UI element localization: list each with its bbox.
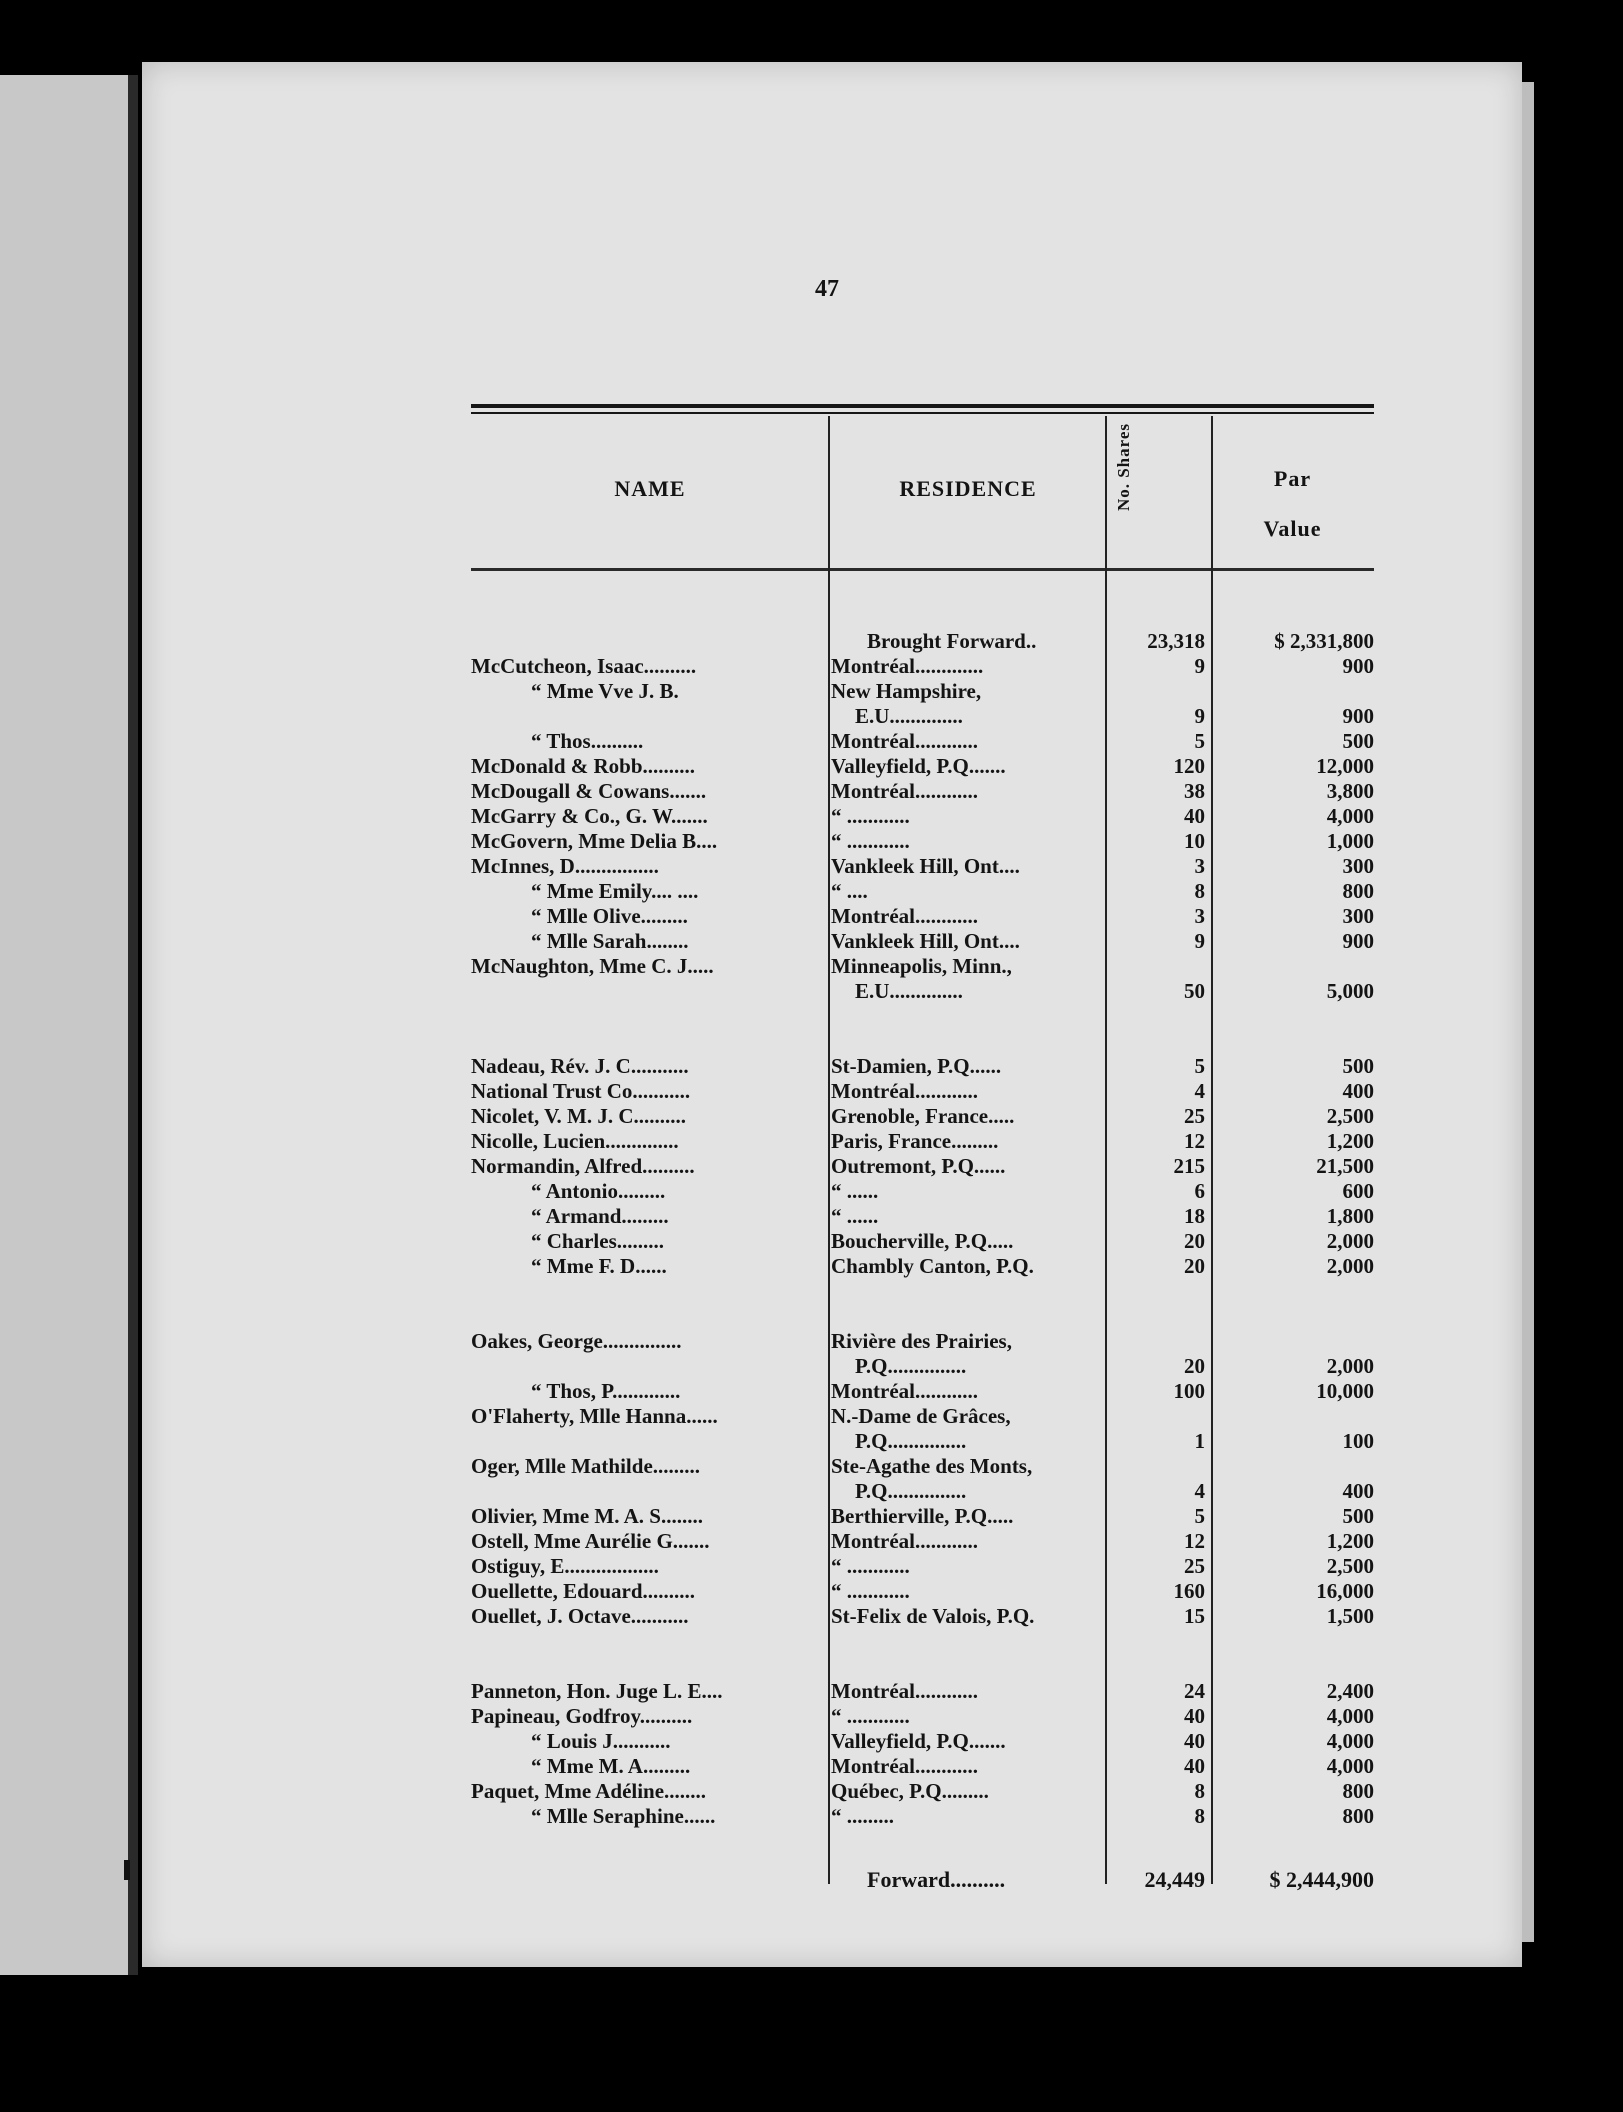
row-shares: 40 [1184, 1754, 1205, 1778]
row-residence: Outremont, P.Q...... [831, 1154, 1006, 1178]
row-name: “ Antonio......... [531, 1179, 666, 1203]
row-name: McCutcheon, Isaac.......... [471, 654, 697, 678]
row-par-value: 2,500 [1326, 1554, 1374, 1578]
table-row [471, 729, 1374, 754]
row-par-value: 3,800 [1326, 779, 1374, 803]
row-shares: 12 [1184, 1529, 1205, 1553]
row-shares: 3 [1194, 904, 1205, 928]
row-residence: Vankleek Hill, Ont.... [831, 929, 1020, 953]
row-residence: Berthierville, P.Q..... [831, 1504, 1014, 1528]
row-residence: N.-Dame de Grâces, [831, 1404, 1011, 1428]
table-row [471, 1229, 1374, 1254]
row-par-value: 1,500 [1326, 1604, 1374, 1628]
row-shares: 4 [1194, 1079, 1205, 1103]
book-fold [128, 75, 138, 1975]
row-name: “ Louis J........... [531, 1729, 671, 1753]
row-shares: 5 [1194, 1054, 1205, 1078]
header-par-value [1211, 454, 1374, 554]
row-name: Ostell, Mme Aurélie G....... [471, 1529, 710, 1553]
row-shares: 3 [1194, 854, 1205, 878]
table-body [471, 629, 1374, 1829]
row-residence: “ ............ [831, 1554, 910, 1578]
row-par-value: 1,200 [1326, 1129, 1374, 1153]
row-shares: 25 [1184, 1554, 1205, 1578]
row-shares: 9 [1194, 929, 1205, 953]
row-residence: Montréal............ [831, 1679, 978, 1703]
row-shares: 10 [1184, 829, 1205, 853]
row-name: Papineau, Godfroy.......... [471, 1704, 693, 1728]
row-residence: “ ...... [831, 1179, 879, 1203]
row-name: Nicolet, V. M. J. C.......... [471, 1104, 687, 1128]
row-residence: Rivière des Prairies, [831, 1329, 1012, 1353]
table-row [471, 854, 1374, 879]
row-residence: E.U.............. [855, 704, 963, 728]
table-row [471, 929, 1374, 954]
row-residence: Vankleek Hill, Ont.... [831, 854, 1020, 878]
row-par-value: 4,000 [1326, 804, 1374, 828]
ledger-page [142, 62, 1522, 1967]
row-par-value: 300 [1342, 904, 1374, 928]
total-row [471, 1866, 1374, 1894]
row-par-value: 4,000 [1326, 1704, 1374, 1728]
row-shares: 5 [1194, 1504, 1205, 1528]
row-residence: New Hampshire, [831, 679, 982, 703]
table-row [471, 1404, 1374, 1429]
table-row [471, 1154, 1374, 1179]
table-row [471, 1804, 1374, 1829]
top-rule-thin [471, 412, 1374, 414]
row-name: Nadeau, Rév. J. C........... [471, 1054, 689, 1078]
row-shares: 100 [1173, 1379, 1205, 1403]
top-rule [471, 404, 1374, 408]
row-shares: 20 [1184, 1254, 1205, 1278]
row-residence: Brought Forward.. [867, 629, 1037, 653]
table-row [471, 704, 1374, 729]
row-shares: 8 [1194, 879, 1205, 903]
row-residence: Montréal............ [831, 1754, 978, 1778]
row-residence: “ ............ [831, 1704, 910, 1728]
row-residence: Chambly Canton, P.Q. [831, 1254, 1034, 1278]
table-row [471, 1754, 1374, 1779]
row-par-value: 10,000 [1316, 1379, 1374, 1403]
table-row [471, 1379, 1374, 1404]
row-residence: St-Felix de Valois, P.Q. [831, 1604, 1035, 1628]
row-shares: 20 [1184, 1229, 1205, 1253]
row-par-value: 12,000 [1316, 754, 1374, 778]
page-number: 47 [815, 276, 839, 302]
table-row [471, 1779, 1374, 1804]
row-par-value: 900 [1342, 654, 1374, 678]
table-row [471, 1329, 1374, 1354]
row-residence: Montréal............ [831, 1079, 978, 1103]
row-shares: 215 [1173, 1154, 1205, 1178]
row-residence: Ste-Agathe des Monts, [831, 1454, 1033, 1478]
row-par-value: 100 [1342, 1429, 1374, 1453]
row-residence: Montréal............ [831, 1379, 978, 1403]
table-row [471, 1604, 1374, 1629]
table-row [471, 804, 1374, 829]
row-name: “ Armand......... [531, 1204, 669, 1228]
section-gap [471, 1004, 1374, 1054]
header-residence: RESIDENCE [899, 476, 1037, 501]
row-shares: 15 [1184, 1604, 1205, 1628]
row-shares: 40 [1184, 1704, 1205, 1728]
table-row [471, 1104, 1374, 1129]
table-row [471, 1704, 1374, 1729]
row-name: “ Thos, P............. [531, 1379, 681, 1403]
row-name: “ Mlle Seraphine...... [531, 1804, 716, 1828]
row-par-value: 2,000 [1326, 1254, 1374, 1278]
total-label: Forward.......... [867, 1867, 1006, 1892]
table-row [471, 1729, 1374, 1754]
row-par-value: 2,000 [1326, 1354, 1374, 1378]
row-shares: 23,318 [1147, 629, 1205, 653]
row-par-value: 4,000 [1326, 1754, 1374, 1778]
row-residence: Montréal............ [831, 779, 978, 803]
section-gap [471, 1279, 1374, 1329]
table-row [471, 979, 1374, 1004]
row-residence: Boucherville, P.Q..... [831, 1229, 1014, 1253]
row-par-value: 16,000 [1316, 1579, 1374, 1603]
row-name: Olivier, Mme M. A. S........ [471, 1504, 703, 1528]
table-row [471, 1079, 1374, 1104]
table-row [471, 1204, 1374, 1229]
row-par-value: 1,000 [1326, 829, 1374, 853]
row-par-value: 2,000 [1326, 1229, 1374, 1253]
table-row [471, 879, 1374, 904]
row-residence: Paris, France......... [831, 1129, 999, 1153]
row-shares: 24 [1184, 1679, 1205, 1703]
header-rule [471, 568, 1374, 571]
row-par-value: $ 2,331,800 [1274, 629, 1374, 653]
row-name: Ouellet, J. Octave........... [471, 1604, 689, 1628]
shareholder-table [471, 404, 1374, 1894]
row-shares: 50 [1184, 979, 1205, 1003]
row-par-value: 2,500 [1326, 1104, 1374, 1128]
row-name: Paquet, Mme Adéline........ [471, 1779, 707, 1803]
row-par-value: 600 [1342, 1179, 1374, 1203]
row-par-value: 500 [1342, 1054, 1374, 1078]
row-par-value: 1,800 [1326, 1204, 1374, 1228]
row-name: McDonald & Robb.......... [471, 754, 696, 778]
row-residence: St-Damien, P.Q...... [831, 1054, 1002, 1078]
table-row [471, 1354, 1374, 1379]
table-row [471, 679, 1374, 704]
row-par-value: 4,000 [1326, 1729, 1374, 1753]
header-par-line2: Value [1263, 516, 1322, 541]
row-name: “ Mme F. D...... [531, 1254, 667, 1278]
row-shares: 160 [1173, 1579, 1205, 1603]
row-name: McNaughton, Mme C. J..... [471, 954, 714, 978]
table-row [471, 829, 1374, 854]
table-row [471, 629, 1374, 654]
table-row [471, 1479, 1374, 1504]
page-edge [1522, 82, 1534, 1942]
table-row [471, 1429, 1374, 1454]
row-par-value: 300 [1342, 854, 1374, 878]
row-shares: 4 [1194, 1479, 1205, 1503]
row-shares: 9 [1194, 704, 1205, 728]
row-name: McGarry & Co., G. W....... [471, 804, 708, 828]
row-par-value: 500 [1342, 729, 1374, 753]
row-residence: “ .... [831, 879, 868, 903]
row-name: National Trust Co........... [471, 1079, 691, 1103]
row-shares: 5 [1194, 729, 1205, 753]
row-shares: 8 [1194, 1804, 1205, 1828]
row-residence: Québec, P.Q......... [831, 1779, 989, 1803]
row-residence: Montréal............ [831, 729, 978, 753]
header-shares: No. Shares [1114, 422, 1133, 512]
row-shares: 25 [1184, 1104, 1205, 1128]
table-row [471, 754, 1374, 779]
row-residence: “ ......... [831, 1804, 894, 1828]
header-name: NAME [614, 476, 686, 501]
row-par-value: 800 [1342, 1779, 1374, 1803]
row-shares: 120 [1173, 754, 1205, 778]
row-par-value: 400 [1342, 1079, 1374, 1103]
row-shares: 40 [1184, 1729, 1205, 1753]
row-residence: P.Q............... [855, 1354, 967, 1378]
row-residence: P.Q............... [855, 1479, 967, 1503]
row-par-value: 500 [1342, 1504, 1374, 1528]
row-par-value: 400 [1342, 1479, 1374, 1503]
row-shares: 38 [1184, 779, 1205, 803]
row-name: Oger, Mlle Mathilde......... [471, 1454, 701, 1478]
row-par-value: 900 [1342, 704, 1374, 728]
row-shares: 1 [1194, 1429, 1205, 1453]
row-shares: 9 [1194, 654, 1205, 678]
row-name: “ Mme Emily.... .... [531, 879, 699, 903]
row-name: Ostiguy, E.................. [471, 1554, 659, 1578]
row-par-value: 800 [1342, 879, 1374, 903]
row-name: Oakes, George............... [471, 1329, 682, 1353]
row-name: McGovern, Mme Delia B.... [471, 829, 718, 853]
table-row [471, 954, 1374, 979]
table-row [471, 1179, 1374, 1204]
row-name: “ Mlle Sarah........ [531, 929, 689, 953]
row-residence: Valleyfield, P.Q....... [831, 754, 1006, 778]
table-row [471, 1529, 1374, 1554]
row-name: “ Mme Vve J. B. [531, 679, 679, 703]
row-name: “ Mme M. A......... [531, 1754, 691, 1778]
row-residence: Montréal............. [831, 654, 984, 678]
total-par: $ 2,444,900 [1269, 1867, 1374, 1892]
section-gap [471, 1629, 1374, 1679]
row-shares: 18 [1184, 1204, 1205, 1228]
row-name: “ Charles......... [531, 1229, 664, 1253]
row-residence: “ ............ [831, 829, 910, 853]
row-name: O'Flaherty, Mlle Hanna...... [471, 1404, 718, 1428]
row-shares: 12 [1184, 1129, 1205, 1153]
left-page-edge [0, 75, 138, 1975]
row-par-value: 900 [1342, 929, 1374, 953]
table-row [471, 1504, 1374, 1529]
row-shares: 6 [1194, 1179, 1205, 1203]
table-row [471, 1054, 1374, 1079]
row-residence: Montréal............ [831, 904, 978, 928]
row-shares: 20 [1184, 1354, 1205, 1378]
row-residence: Valleyfield, P.Q....... [831, 1729, 1006, 1753]
table-row [471, 1554, 1374, 1579]
row-shares: 8 [1194, 1779, 1205, 1803]
row-name: Panneton, Hon. Juge L. E.... [471, 1679, 723, 1703]
scan-mark [124, 1860, 130, 1880]
row-residence: Minneapolis, Minn., [831, 954, 1012, 978]
row-name: Nicolle, Lucien.............. [471, 1129, 679, 1153]
table-row [471, 1129, 1374, 1154]
table-row [471, 1254, 1374, 1279]
row-par-value: 1,200 [1326, 1529, 1374, 1553]
row-name: Normandin, Alfred.......... [471, 1154, 695, 1178]
row-residence: E.U.............. [855, 979, 963, 1003]
row-residence: Montréal............ [831, 1529, 978, 1553]
row-residence: P.Q............... [855, 1429, 967, 1453]
row-name: “ Mlle Olive......... [531, 904, 688, 928]
row-par-value: 21,500 [1316, 1154, 1374, 1178]
row-residence: “ ............ [831, 1579, 910, 1603]
table-row [471, 1579, 1374, 1604]
row-shares: 40 [1184, 804, 1205, 828]
table-row [471, 654, 1374, 679]
table-row [471, 779, 1374, 804]
total-shares: 24,449 [1144, 1867, 1205, 1892]
row-par-value: 5,000 [1326, 979, 1374, 1003]
row-name: Ouellette, Edouard.......... [471, 1579, 695, 1603]
table-row [471, 1454, 1374, 1479]
row-name: McInnes, D................ [471, 854, 659, 878]
row-residence: “ ...... [831, 1204, 879, 1228]
row-name: McDougall & Cowans....... [471, 779, 707, 803]
table-row [471, 1679, 1374, 1704]
row-name: “ Thos.......... [531, 729, 644, 753]
row-par-value: 800 [1342, 1804, 1374, 1828]
row-residence: “ ............ [831, 804, 910, 828]
row-residence: Grenoble, France..... [831, 1104, 1015, 1128]
header-par-line1: Par [1273, 466, 1312, 491]
row-par-value: 2,400 [1326, 1679, 1374, 1703]
table-row [471, 904, 1374, 929]
